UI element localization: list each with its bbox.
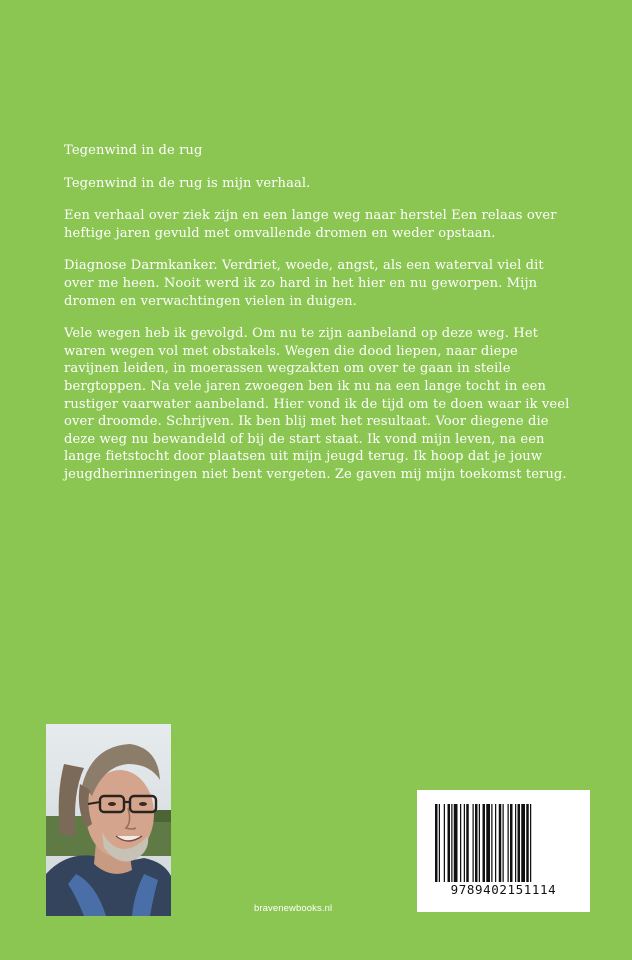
barcode-bar bbox=[454, 804, 458, 882]
barcode-bar bbox=[483, 804, 486, 882]
barcode-bar bbox=[510, 804, 513, 882]
barcode-bar bbox=[503, 804, 504, 882]
publisher-url: bravenewbooks.nl bbox=[254, 903, 333, 914]
author-portrait-image bbox=[46, 724, 171, 916]
barcode-bar bbox=[491, 804, 492, 882]
isbn-barcode bbox=[417, 790, 590, 912]
blurb-paragraph-2: Een verhaal over ziek zijn en een lange weg naar herstel Een relaas over heftige jaren gevuld met omvallende dromen en weder opstaan. bbox=[64, 208, 557, 241]
barcode-bar bbox=[486, 804, 490, 882]
blurb-paragraph-1: Tegenwind in de rug is mijn verhaal. bbox=[64, 175, 311, 191]
barcode-bar bbox=[444, 804, 445, 882]
barcode-bar bbox=[515, 804, 516, 882]
blurb-title: Tegenwind in de rug bbox=[64, 143, 203, 158]
author-photo bbox=[46, 724, 171, 916]
barcode-bar bbox=[439, 804, 440, 882]
barcode-bar bbox=[508, 804, 509, 882]
barcode-bar bbox=[464, 804, 465, 882]
barcode-bar bbox=[466, 804, 469, 882]
barcode-bar bbox=[451, 804, 452, 882]
barcode-bar bbox=[518, 804, 521, 882]
barcode-bar bbox=[460, 804, 461, 882]
barcode-bar bbox=[495, 804, 496, 882]
barcode-bar bbox=[435, 804, 438, 882]
barcode-bar bbox=[521, 804, 525, 882]
barcode-bar bbox=[475, 804, 478, 882]
barcode-bar bbox=[448, 804, 451, 882]
barcode-bars bbox=[435, 804, 575, 882]
barcode-bar bbox=[479, 804, 480, 882]
barcode-bar bbox=[499, 804, 502, 882]
isbn-number: 9789402151114 bbox=[450, 882, 557, 897]
barcode-bar bbox=[473, 804, 474, 882]
blurb-paragraph-3: Diagnose Darmkanker. Verdriet, woede, angst, als een waterval viel dit over me heen. Nooit werd ik zo hard in het hier en nu geworpen. Mijn dromen en verwachtingen vielen in duigen. bbox=[64, 258, 544, 309]
barcode-bar bbox=[526, 804, 529, 882]
blurb-text-block bbox=[64, 142, 570, 499]
blurb-paragraph-4: Vele wegen heb ik gevolgd. Om nu te zijn aanbeland op deze weg. Het waren wegen vol met obstakels. Wegen die dood liepen, naar diepe ravijnen leiden, in moerassen wegzakten om over te gaan in steile bergtoppen. Na vele jaren zwoegen ben ik nu na een lange tocht in een rustiger vaarwater aanbeland. Hier vond ik de tijd om te doen waar ik veel over droomde. Schrijven. Ik ben blij met het resultaat. Voor diegene die deze weg nu bewandeld of bij de start staat. Ik vond mijn leven, na een lange fietstocht door plaatsen uit mijn jeugd terug. Ik hoop dat je jouw jeugdherinneringen niet bent vergeten. Ze gaven mij mijn toekomst terug. bbox=[64, 326, 570, 482]
barcode-bar bbox=[530, 804, 531, 882]
